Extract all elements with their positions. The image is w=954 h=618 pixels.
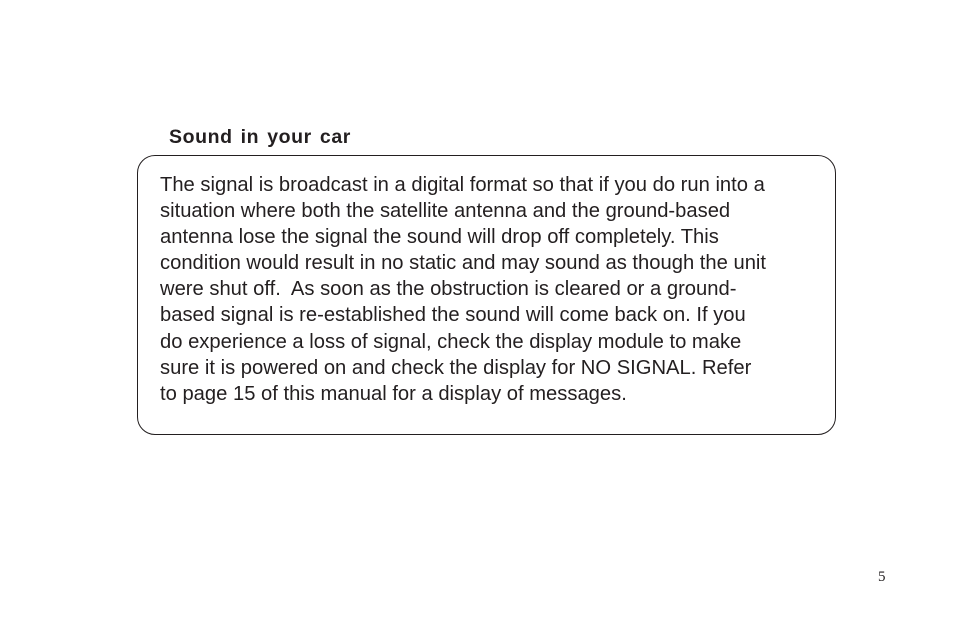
info-paragraph — [160, 172, 830, 407]
page-number: 5 — [878, 569, 886, 585]
paragraph-line: situation where both the satellite antenna and the ground-based — [160, 200, 731, 223]
section-heading: Sound in your car — [169, 126, 351, 148]
paragraph-line: do experience a loss of signal, check the display module to make — [160, 330, 742, 353]
paragraph-line: to page 15 of this manual for a display of messages. — [160, 382, 627, 405]
paragraph-line: antenna lose the signal the sound will drop off completely. This — [160, 226, 719, 249]
paragraph-line: were shut off. As soon as the obstruction is cleared or a ground- — [160, 278, 737, 301]
paragraph-line: condition would result in no static and may sound as though the unit — [160, 252, 767, 275]
paragraph-line: The signal is broadcast in a digital format so that if you do run into a — [160, 174, 765, 196]
paragraph-line: sure it is powered on and check the display for NO SIGNAL. Refer — [160, 356, 752, 379]
paragraph-line: based signal is re-established the sound will come back on. If you — [160, 304, 746, 327]
